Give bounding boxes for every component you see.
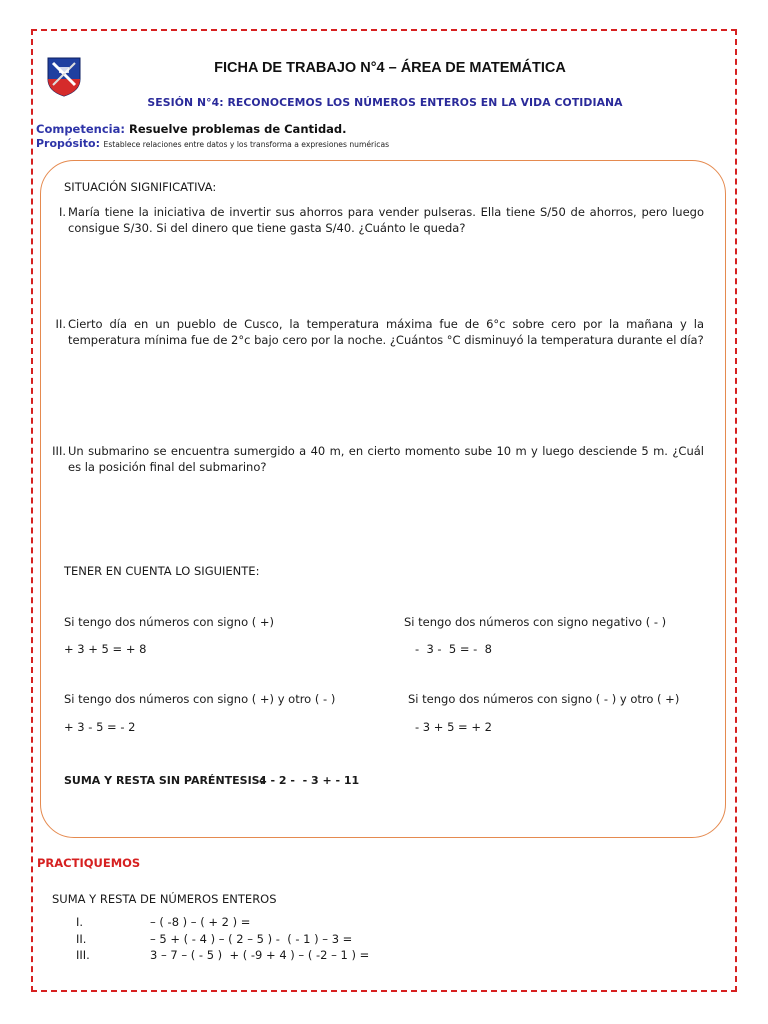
rule-negative-example: - 3 - 5 = - 8 (415, 642, 492, 656)
problem-number: III. (52, 444, 66, 458)
proposito-colon: : (95, 137, 101, 150)
page-title: FICHA DE TRABAJO N°4 – ÁREA DE MATEMÁTICA (214, 60, 566, 76)
proposito-value: Establece relaciones entre datos y los transforma a expresiones numéricas (103, 140, 390, 149)
exercise-row (76, 948, 476, 964)
exercise-number: I. (76, 915, 84, 929)
problem-item (48, 443, 705, 477)
competencia-value: Resuelve problemas de Cantidad. (128, 122, 347, 136)
exercise-row (76, 915, 476, 931)
problem-item (48, 316, 705, 366)
rule-mixed2-example: - 3 + 5 = + 2 (415, 720, 492, 734)
rule-mixed-label: Si tengo dos números con signo ( +) y otro ( - ) (64, 692, 336, 706)
proposito-label: Propósito (36, 137, 96, 150)
rule-negative-label: Si tengo dos números con signo negativo ( - ) (404, 615, 667, 629)
practice-subheading: SUMA Y RESTA DE NÚMEROS ENTEROS (52, 892, 277, 906)
rule-mixed-example: + 3 - 5 = - 2 (64, 720, 136, 734)
problem-text: María tiene la iniciativa de invertir sus ahorros para vender pulseras. Ella tiene S/50 de ahorros, pero luego consigue S/30. Si del dinero que tiene gasta S/40. ¿Cuánto le queda? (68, 205, 704, 235)
proposito-line (36, 137, 389, 150)
suma-resta-example: 4 - 2 - - 3 + - 11 (259, 774, 360, 787)
problem-number: I. (58, 205, 66, 219)
problem-text: Un submarino se encuentra sumergido a 40 m, en cierto momento sube 10 m y luego desciende 5 m. ¿Cuál es la posición final del submarino? (68, 444, 704, 474)
exercise-expression: – ( -8 ) – ( + 2 ) = (150, 915, 251, 929)
exercise-expression: – 5 + ( - 4 ) – ( 2 – 5 ) - ( - 1 ) – 3 = (150, 932, 353, 946)
situacion-heading: SITUACIÓN SIGNIFICATIVA: (64, 180, 217, 194)
problem-number: II. (55, 317, 66, 331)
competencia-label: Competencia: (36, 122, 125, 136)
competencia-line (36, 122, 347, 136)
rule-positive-label: Si tengo dos números con signo ( +) (64, 615, 275, 629)
problem-text: Cierto día en un pueblo de Cusco, la temperatura máxima fue de 6°c sobre cero por la mañana y la temperatura mínima fue de 2°c bajo cero por la noche. ¿Cuántos °C disminuyó la temperatura durante el día? (68, 317, 704, 347)
rule-positive-example: + 3 + 5 = + 8 (64, 642, 147, 656)
situacion-box (40, 160, 726, 838)
suma-resta-label: SUMA Y RESTA SIN PARÉNTESIS: (64, 774, 264, 787)
rules-heading: TENER EN CUENTA LO SIGUIENTE: (64, 564, 260, 578)
practiquemos-heading: PRACTIQUEMOS (37, 856, 141, 870)
exercise-number: II. (76, 932, 87, 946)
exercise-expression: 3 – 7 – ( - 5 ) + ( -9 + 4 ) – ( -2 – 1 ) = (150, 948, 370, 962)
exercise-number: III. (76, 948, 90, 962)
exercise-row (76, 932, 476, 948)
school-logo (45, 55, 83, 97)
rule-mixed2-label: Si tengo dos números con signo ( - ) y otro ( +) (408, 692, 680, 706)
problem-item (48, 204, 705, 238)
session-subtitle: SESIÓN N°4: RECONOCEMOS LOS NÚMEROS ENTEROS EN LA VIDA COTIDIANA (147, 96, 623, 109)
